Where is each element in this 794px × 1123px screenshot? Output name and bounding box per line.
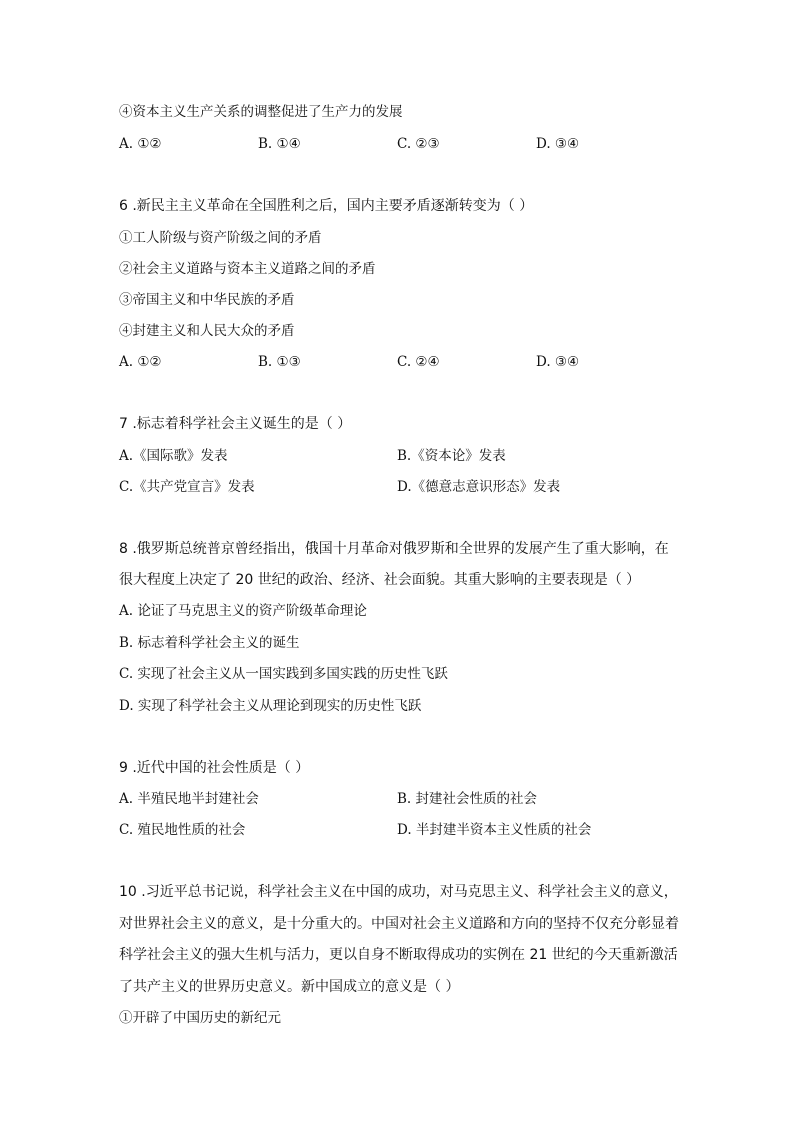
q6-stem: 6 .新民主主义革命在全国胜利之后，国内主要矛盾逐渐转变为（ ） bbox=[119, 198, 534, 214]
q8-option-c[interactable]: C. 实现了社会主义从一国实践到多国实践的历史性飞跃 bbox=[119, 666, 448, 682]
q6-item-4: ④封建主义和人民大众的矛盾 bbox=[119, 323, 295, 339]
q9-option-c[interactable]: C. 殖民地性质的社会 bbox=[119, 822, 246, 838]
q6-item-2: ②社会主义道路与资本主义道路之间的矛盾 bbox=[119, 261, 376, 277]
q5-item-4: ④资本主义生产关系的调整促进了生产力的发展 bbox=[119, 104, 403, 120]
q9-option-a[interactable]: A. 半殖民地半封建社会 bbox=[119, 791, 259, 807]
q9-option-b[interactable]: B. 封建社会性质的社会 bbox=[397, 791, 538, 807]
q5-option-c[interactable]: C. ②③ bbox=[397, 136, 440, 152]
q10-stem-line-3: 科学社会主义的强大生机与活力，更以自身不断取得成功的实例在 21 世纪的今天重新激活 bbox=[119, 947, 678, 963]
q7-option-b[interactable]: B.《资本论》发表 bbox=[397, 448, 506, 464]
q9-stem: 9 .近代中国的社会性质是（ ） bbox=[119, 760, 310, 776]
q6-option-c[interactable]: C. ②④ bbox=[397, 354, 440, 370]
q10-stem-line-2: 对世界社会主义的意义，是十分重大的。中国对社会主义道路和方向的坚持不仅充分彰显着 bbox=[119, 916, 679, 932]
q10-item-1: ①开辟了中国历史的新纪元 bbox=[119, 1010, 281, 1026]
q7-option-a[interactable]: A.《国际歌》发表 bbox=[119, 448, 228, 464]
q8-stem-line-2: 很大程度上决定了 20 世纪的政治、经济、社会面貌。其重大影响的主要表现是（ ） bbox=[119, 572, 641, 588]
q8-option-a[interactable]: A. 论证了马克思主义的资产阶级革命理论 bbox=[119, 603, 367, 619]
q7-stem: 7 .标志着科学社会主义诞生的是（ ） bbox=[119, 416, 352, 432]
q6-option-b[interactable]: B. ①③ bbox=[258, 354, 301, 370]
q8-option-b[interactable]: B. 标志着科学社会主义的诞生 bbox=[119, 635, 300, 651]
q5-option-b[interactable]: B. ①④ bbox=[258, 136, 301, 152]
q7-option-d[interactable]: D.《德意志意识形态》发表 bbox=[397, 479, 561, 495]
q5-option-a[interactable]: A. ①② bbox=[119, 136, 162, 152]
q6-item-3: ③帝国主义和中华民族的矛盾 bbox=[119, 292, 295, 308]
q6-option-d[interactable]: D. ③④ bbox=[536, 354, 580, 370]
q5-option-d[interactable]: D. ③④ bbox=[536, 136, 580, 152]
q8-stem-line-1: 8 .俄罗斯总统普京曾经指出，俄国十月革命对俄罗斯和全世界的发展产生了重大影响，在 bbox=[119, 541, 669, 557]
q6-item-1: ①工人阶级与资产阶级之间的矛盾 bbox=[119, 230, 322, 246]
q10-stem-line-4: 了共产主义的世界历史意义。新中国成立的意义是（ ） bbox=[119, 979, 460, 995]
q9-option-d[interactable]: D. 半封建半资本主义性质的社会 bbox=[397, 822, 592, 838]
q10-stem-line-1: 10 .习近平总书记说，科学社会主义在中国的成功，对马克思主义、科学社会主义的意义， bbox=[119, 884, 678, 900]
q8-option-d[interactable]: D. 实现了科学社会主义从理论到现实的历史性飞跃 bbox=[119, 698, 422, 714]
q6-option-a[interactable]: A. ①② bbox=[119, 354, 162, 370]
q7-option-c[interactable]: C.《共产党宣言》发表 bbox=[119, 479, 255, 495]
